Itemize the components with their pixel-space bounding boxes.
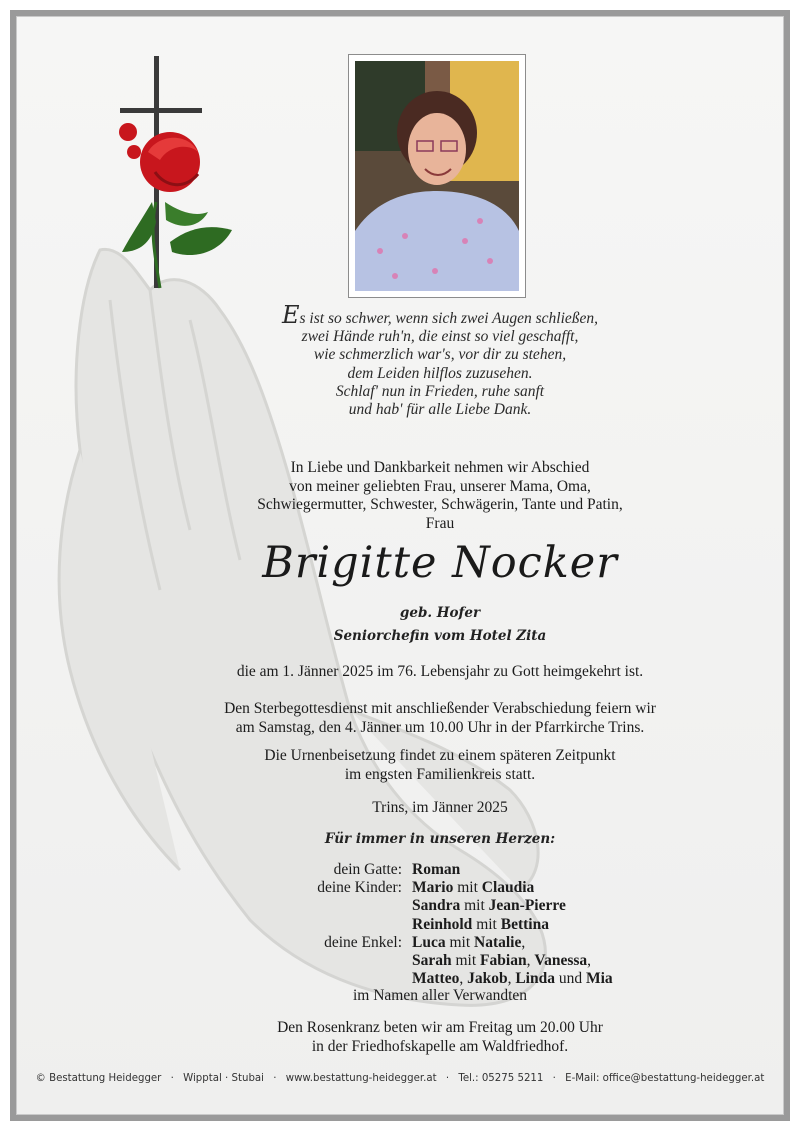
connector: mit	[451, 952, 481, 970]
partner-name: Claudia	[481, 879, 535, 897]
urn-line: Die Urnenbeisetzung findet zu einem späteren Zeitpunkt	[264, 747, 616, 764]
intro-line: von meiner geliebten Frau, unserer Mama, Oma,	[289, 477, 591, 495]
family-row-husband	[200, 861, 680, 879]
deceased-role: Seniorchefin vom Hotel Zita	[333, 628, 547, 644]
cross-with-rose-icon	[110, 52, 240, 292]
child-name: Reinhold	[412, 915, 473, 933]
grandchild-name: Fabian	[480, 952, 527, 970]
footer-separator: ·	[170, 1073, 174, 1084]
poem-line: und hab' für alle Liebe Dank.	[348, 401, 532, 419]
connector: ,	[587, 952, 592, 970]
family-row-child	[200, 897, 680, 915]
husband-label: dein Gatte:	[333, 861, 402, 878]
funeral-service-notice	[120, 700, 760, 737]
family-row-child	[200, 879, 680, 897]
family-row-grandchildren	[200, 934, 680, 952]
child-name: Sandra	[412, 897, 461, 915]
memorial-poem	[200, 301, 680, 419]
rosary-line: Den Rosenkranz beten wir am Freitag um 20.00 Uhr	[277, 1019, 603, 1036]
rosary-notice	[200, 1019, 680, 1056]
intro-line: Frau	[425, 514, 455, 532]
maiden-name: geb. Hofer	[399, 605, 481, 621]
footer-separator: ·	[273, 1073, 277, 1084]
family-row-grandchildren	[200, 970, 680, 988]
footer-region: Wipptal · Stubai	[183, 1073, 264, 1084]
grandchild-name: Luca	[412, 933, 446, 951]
portrait-photo	[355, 61, 519, 291]
relatives-line: im Namen aller Verwandten	[352, 987, 528, 1004]
connector: mit	[445, 933, 475, 951]
grandchild-name: Linda	[515, 970, 555, 988]
grandchildren-label: deine Enkel:	[324, 933, 402, 951]
family-row-grandchildren	[200, 952, 680, 970]
footer-company: © Bestattung Heidegger	[35, 1073, 162, 1084]
footer	[16, 1073, 784, 1084]
children-label: deine Kinder:	[317, 879, 402, 897]
poem-initial: E	[281, 301, 300, 329]
poem-first-line	[200, 301, 680, 329]
intro-line: In Liebe und Dankbarkeit nehmen wir Abschied	[290, 459, 590, 476]
forever-heading: Für immer in unseren Herzen:	[324, 831, 556, 847]
grandchild-name: Matteo	[412, 970, 460, 988]
husband-name: Roman	[412, 861, 461, 878]
place-and-date: Trins, im Jänner 2025	[372, 799, 508, 816]
connector: mit	[460, 897, 489, 915]
poem-line: zwei Hände ruh'n, die einst so viel geschafft,	[301, 328, 579, 346]
connector: ,	[507, 970, 516, 988]
service-line: Den Sterbegottesdienst mit anschließender Verabschiedung feiern wir	[224, 700, 656, 717]
footer-website-link[interactable]: www.bestattung-heidegger.at	[285, 1073, 437, 1084]
passing-notice: die am 1. Jänner 2025 im 76. Lebensjahr zu Gott heimgekehrt ist.	[236, 663, 644, 680]
footer-phone: Tel.: 05275 5211	[458, 1073, 544, 1084]
grandchild-name: Mia	[585, 970, 613, 988]
portrait-frame	[348, 54, 526, 298]
rosary-line: in der Friedhofskapelle am Waldfriedhof.	[311, 1037, 569, 1055]
footer-separator: ·	[552, 1073, 556, 1084]
child-name: Mario	[412, 879, 454, 897]
service-line: am Samstag, den 4. Jänner um 10.00 Uhr in der Pfarrkirche Trins.	[235, 718, 645, 736]
connector: und	[554, 970, 586, 988]
footer-separator: ·	[445, 1073, 450, 1084]
grandchild-name: Vanessa	[534, 952, 588, 970]
urn-line: im engsten Familienkreis statt.	[344, 765, 536, 783]
connector: ,	[526, 952, 535, 970]
family-list	[200, 861, 680, 988]
connector: mit	[472, 915, 501, 933]
grandchild-name: Jakob	[467, 970, 508, 988]
intro-line: Schwiegermutter, Schwester, Schwägerin, Tante und Patin,	[257, 496, 623, 514]
urn-burial-notice	[120, 747, 760, 784]
connector: ,	[459, 970, 468, 988]
deceased-name: Brigitte Nocker	[262, 538, 618, 588]
poem-line: wie schmerzlich war's, vor dir zu stehen,	[313, 346, 567, 364]
grandchild-name: Sarah	[412, 952, 452, 970]
grandchild-partner: Natalie	[474, 933, 522, 951]
connector: mit	[453, 879, 482, 897]
farewell-intro	[200, 459, 680, 533]
partner-name: Jean-Pierre	[488, 897, 566, 915]
poem-line: s ist so schwer, wenn sich zwei Augen schließen,	[299, 310, 599, 327]
footer-email-link[interactable]: E-Mail: office@bestattung-heidegger.at	[565, 1073, 765, 1084]
poem-line: dem Leiden hilflos zuzusehen.	[347, 364, 533, 382]
family-row-child	[200, 916, 680, 934]
poem-line: Schlaf' nun in Frieden, ruhe sanft	[335, 382, 545, 400]
partner-name: Bettina	[500, 915, 549, 933]
connector: ,	[521, 933, 526, 951]
